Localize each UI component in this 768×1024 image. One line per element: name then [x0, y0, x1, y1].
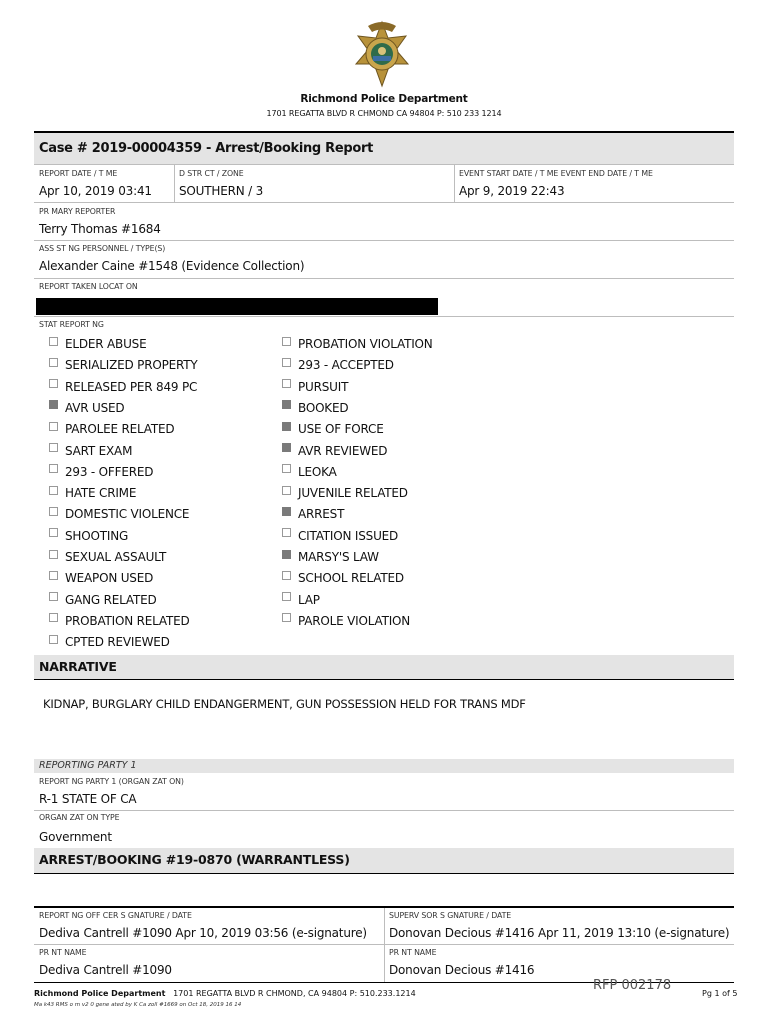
stat-item [49, 401, 124, 415]
stat-item-label: PAROLEE RELATED [65, 422, 175, 437]
stat-item-label: BOOKED [298, 400, 349, 415]
stat-item [49, 380, 197, 394]
stat-reporting-label: STAT REPORT NG [39, 320, 104, 329]
report-date-value: Apr 10, 2019 03:41 [39, 184, 152, 198]
stat-item [282, 550, 379, 564]
officer-print-label: PR NT NAME [39, 948, 87, 957]
stat-item-label: MARSY'S LAW [298, 550, 379, 564]
stat-item [282, 401, 348, 415]
checkbox-icon [49, 635, 58, 644]
stat-item-label: LEOKA [298, 464, 337, 479]
rfp-stamp: RFP 002178 [593, 978, 672, 993]
stat-item-label: DOMESTIC VIOLENCE [65, 507, 190, 522]
checkbox-icon [49, 337, 58, 346]
reporting-party-org-value: R-1 STATE OF CA [39, 792, 137, 806]
stat-item [49, 444, 132, 458]
primary-reporter-value: Terry Thomas #1684 [39, 222, 161, 236]
assisting-personnel-value: Alexander Caine #1548 (Evidence Collection) [39, 259, 305, 273]
stat-item-label: ARREST [298, 507, 345, 522]
stat-item [49, 550, 166, 564]
officer-print-value: Dediva Cantrell #1090 [39, 963, 172, 977]
stat-item-label: HATE CRIME [65, 486, 137, 501]
stat-item-label: WEAPON USED [65, 571, 154, 586]
department-address: 1701 REGATTA BLVD R CHMOND CA 94804 P: 510 233 1214 [266, 109, 502, 118]
stat-item [282, 444, 387, 458]
divider [34, 164, 734, 165]
arrest-heading: ARREST/BOOKING #19-0870 (WARRANTLESS) [39, 852, 350, 867]
checkbox-icon [282, 422, 291, 431]
footer-department-name: Richmond Police Department [34, 989, 166, 998]
stat-item-label: JUVENILE RELATED [298, 486, 408, 501]
stat-item [282, 465, 337, 479]
footer-generated: Ma k43 RMS o m v2 0 gene ated by K Ca zoll #1669 on Oct 18, 2019 16 14 [34, 1002, 242, 1008]
checkbox-icon [49, 464, 58, 473]
supervisor-signature-label: SUPERV SOR S GNATURE / DATE [389, 911, 512, 920]
checkbox-icon [49, 592, 58, 601]
checkbox-icon [282, 528, 291, 537]
divider [174, 165, 175, 202]
event-date-label: EVENT START DATE / T ME EVENT END DATE / T ME [459, 169, 653, 178]
checkbox-icon [282, 358, 291, 367]
report-date-label: REPORT DATE / T ME [39, 169, 118, 178]
stat-item-label: PROBATION VIOLATION [298, 337, 433, 351]
stat-item-label: CITATION ISSUED [298, 528, 399, 543]
checkbox-icon [282, 486, 291, 495]
stat-item [282, 422, 384, 436]
divider [34, 944, 734, 945]
stat-item-label: AVR USED [65, 400, 125, 415]
department-title: Richmond Police Department [300, 93, 468, 105]
stat-item-label: SEXUAL ASSAULT [65, 550, 167, 564]
stat-item [49, 486, 136, 500]
stat-item [49, 465, 153, 479]
divider [34, 278, 734, 279]
footer-department [34, 989, 416, 998]
stat-item [49, 593, 157, 607]
checkbox-icon [282, 337, 291, 346]
footer-address: 1701 REGATTA BLVD R CHMOND, CA 94804 P: 510.233.1214 [173, 989, 416, 998]
stat-item [49, 571, 153, 585]
stat-item-label: 293 - ACCEPTED [298, 358, 394, 373]
stat-item-label: 293 - OFFERED [65, 464, 154, 479]
stat-item [282, 486, 408, 500]
checkbox-icon [49, 507, 58, 516]
checkbox-icon [282, 464, 291, 473]
org-type-label: ORGAN ZAT ON TYPE [39, 813, 120, 822]
stat-item [282, 337, 433, 351]
assisting-personnel-label: ASS ST NG PERSONNEL / TYPE(S) [39, 244, 166, 253]
event-start-value: Apr 9, 2019 22:43 [459, 184, 565, 198]
location-label: REPORT TAKEN LOCAT ON [39, 282, 138, 291]
divider [34, 240, 734, 241]
stat-item [49, 529, 128, 543]
stat-item [49, 635, 170, 649]
supervisor-print-value: Donovan Decious #1416 [389, 963, 535, 977]
supervisor-print-label: PR NT NAME [389, 948, 437, 957]
divider [34, 810, 734, 811]
stat-item [49, 422, 174, 436]
stat-item [282, 358, 394, 372]
stat-item-label: SERIALIZED PROPERTY [65, 358, 198, 373]
stat-item [282, 507, 344, 521]
checkbox-icon [49, 550, 58, 559]
officer-signature-value: Dediva Cantrell #1090 Apr 10, 2019 03:56 (e-signature) [39, 926, 367, 940]
stat-item [49, 507, 189, 521]
stat-item [282, 529, 398, 543]
page-number: Pg 1 of 5 [702, 989, 738, 998]
stat-item [49, 337, 146, 351]
divider [34, 679, 734, 680]
stat-item-label: PAROLE VIOLATION [298, 613, 411, 628]
police-badge-icon [346, 18, 418, 90]
checkbox-icon [49, 379, 58, 388]
divider [34, 873, 734, 874]
stat-item-label: SART EXAM [65, 443, 133, 458]
checkbox-icon [49, 422, 58, 431]
officer-signature-label: REPORT NG OFF CER S GNATURE / DATE [39, 911, 192, 920]
checkbox-icon [282, 592, 291, 601]
checkbox-icon [49, 528, 58, 537]
checkbox-icon [49, 486, 58, 495]
stat-item [282, 380, 348, 394]
checkbox-icon [282, 613, 291, 622]
stat-item-label: SCHOOL RELATED [298, 571, 404, 586]
checkbox-icon [49, 571, 58, 580]
narrative-text: KIDNAP, BURGLARY CHILD ENDANGERMENT, GUN POSSESSION HELD FOR TRANS MDF [43, 697, 526, 711]
supervisor-signature-value: Donovan Decious #1416 Apr 11, 2019 13:10 (e-signature) [389, 926, 730, 940]
stat-item-label: PROBATION RELATED [65, 613, 190, 628]
stat-item-label: USE OF FORCE [298, 422, 384, 437]
org-type-value: Government [39, 830, 112, 844]
divider [34, 202, 734, 203]
divider [454, 165, 455, 202]
stat-item-label: ELDER ABUSE [65, 337, 147, 351]
divider [34, 316, 734, 317]
stat-item-label: PURSUIT [298, 379, 349, 394]
stat-item-label: LAP [298, 592, 320, 607]
stat-item [282, 614, 410, 628]
checkbox-icon [282, 443, 291, 452]
narrative-header-bar [34, 655, 734, 679]
stat-item [282, 571, 404, 585]
narrative-heading: NARRATIVE [39, 659, 117, 674]
primary-reporter-label: PR MARY REPORTER [39, 207, 116, 216]
checkbox-icon [49, 358, 58, 367]
reporting-party-heading: REPORTING PARTY 1 [39, 760, 137, 771]
checkbox-icon [49, 613, 58, 622]
stat-item [49, 614, 190, 628]
reporting-party-bar [34, 759, 734, 773]
stat-item-label: CPTED REVIEWED [65, 635, 170, 650]
checkbox-icon [282, 379, 291, 388]
stat-item-label: GANG RELATED [65, 592, 157, 607]
checkbox-icon [282, 571, 291, 580]
district-value: SOUTHERN / 3 [179, 184, 264, 198]
reporting-party-org-label: REPORT NG PARTY 1 (ORGAN ZAT ON) [39, 777, 184, 786]
divider [384, 908, 385, 982]
case-title: Case # 2019-00004359 - Arrest/Booking Report [39, 141, 374, 156]
checkbox-icon [282, 550, 291, 559]
redacted-location [36, 298, 438, 315]
checkbox-icon [49, 400, 58, 409]
stat-item [282, 593, 320, 607]
checkbox-icon [49, 443, 58, 452]
checkbox-icon [282, 507, 291, 516]
checkbox-icon [282, 400, 291, 409]
district-label: D STR CT / ZONE [179, 169, 244, 178]
stat-item-label: RELEASED PER 849 PC [65, 379, 198, 394]
stat-item-label: AVR REVIEWED [298, 443, 388, 458]
stat-item-label: SHOOTING [65, 528, 129, 543]
stat-item [49, 358, 198, 372]
